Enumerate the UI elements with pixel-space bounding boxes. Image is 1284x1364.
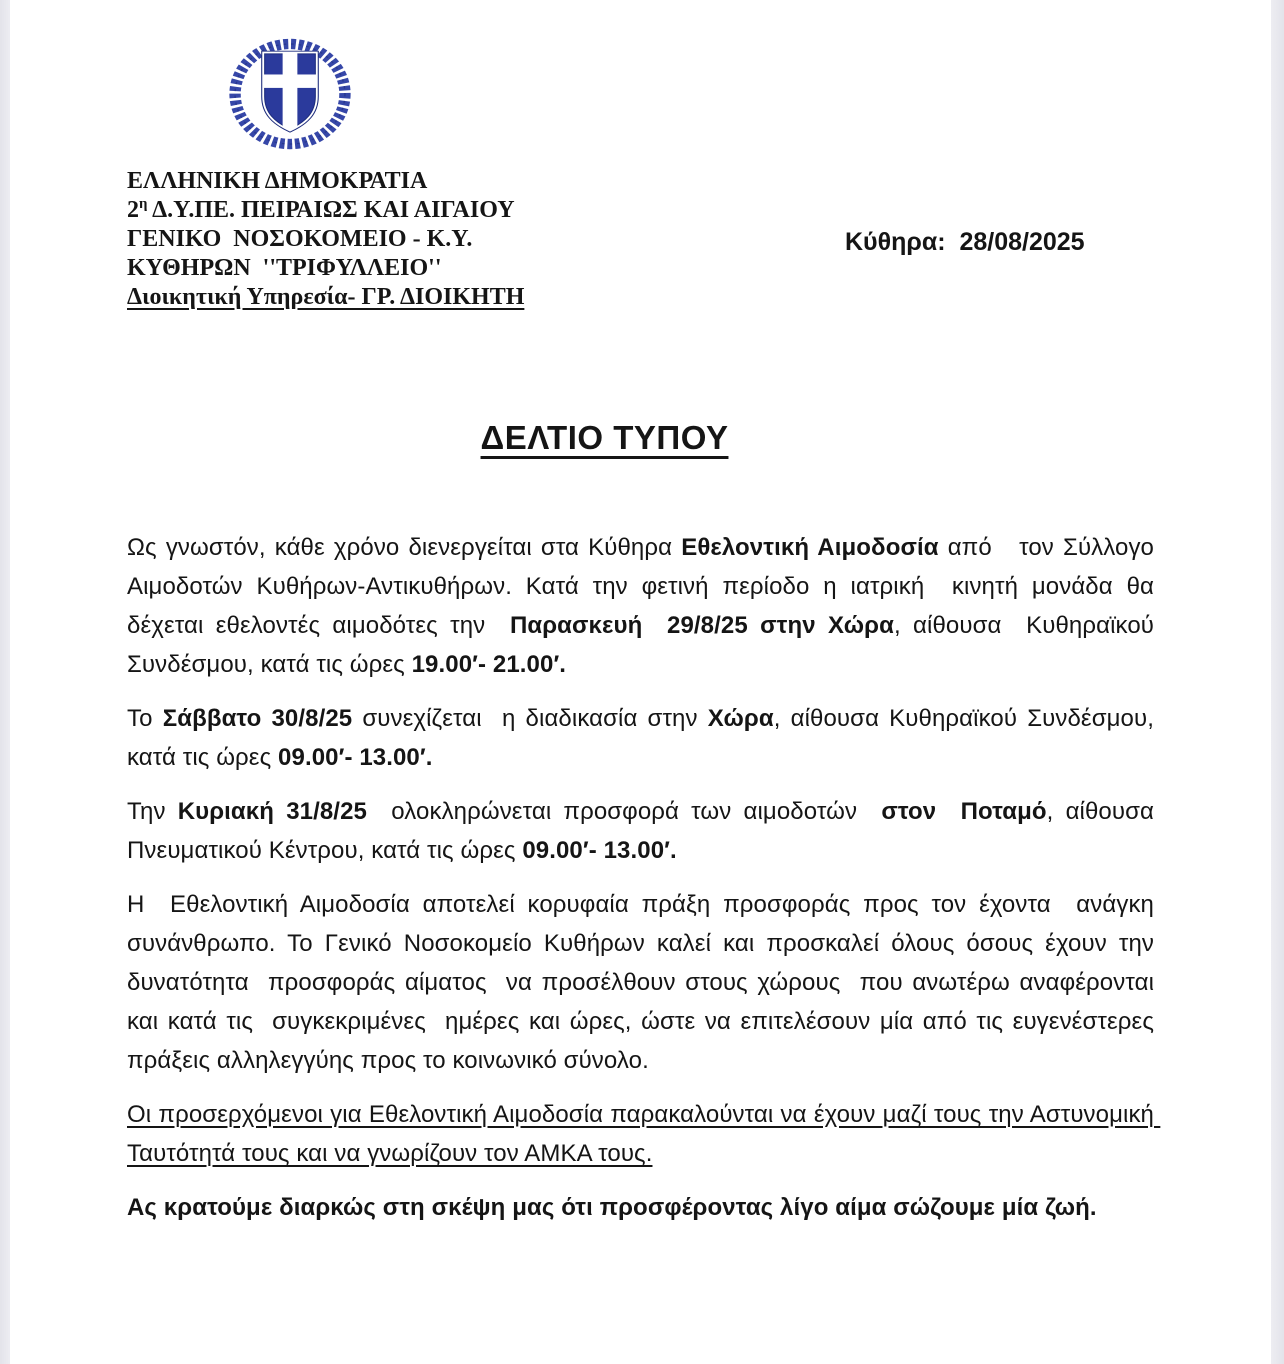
letterhead [127,167,747,312]
letterhead-line-republic: ΕΛΛΗΝΙΚΗ ΔΗΜΟΚΡΑΤΙΑ [127,168,428,194]
greek-coat-of-arms-logo [223,33,357,155]
paragraph-invitation: Η Εθελοντική Αιμοδοσία αποτελεί κορυφαία πράξη προσφοράς προς τον έχοντα ανάγκη συνάνθρωπο. Το Γενικό Νοσοκομείο Κυθήρων καλεί και προσκαλεί όλους όσους έχουν την δυνατότητα προσφοράς αίματος να προσέλθουν στους χώρους που ανωτέρω αναφέρονται και κατά τις συγκεκριμένες ημέρες και ώρες, ώστε να επιτελέσουν μία από τις ευγενέστερες πράξεις αλληλεγγύης προς το κοινωνικό σύνολο. [127,891,1161,1074]
letterhead-line-hospital: ΓΕΝΙΚΟ ΝΟΣΟΚΟΜΕΙΟ - Κ.Υ. [127,226,473,252]
press-release-body [127,528,1161,1242]
letterhead-line-kythira: ΚΥΘΗΡΩΝ ''ΤΡΙΦΥΛΛΕΙΟ'' [127,255,442,281]
paragraph-id-amka-notice: Οι προσερχόμενοι για Εθελοντική Αιμοδοσία παρακαλούνται να έχουν μαζί τους την Αστυνομική Ταυτότητά τους και να γνωρίζουν τον ΑΜΚΑ τους. [127,1101,1161,1167]
left-page-edge [0,0,10,1364]
paragraph-sunday-schedule: Την Κυριακή 31/8/25 ολοκληρώνεται προσφορά των αιμοδοτών στον Ποταμό, αίθουσα Πνευματικού Κέντρου, κατά τις ώρες 09.00′- 13.00′. [127,798,1161,864]
letterhead-line-admin-service: Διοικητική Υπηρεσία- ΓΡ. ΔΙΟΙΚΗΤΗ [127,284,525,310]
press-release-title: ΔΕΛΤΙΟ ΤΥΠΟΥ [480,419,729,456]
document-page [10,0,1271,1364]
right-page-edge [1271,0,1284,1364]
shield-with-cross [261,50,320,133]
paragraph-saturday-schedule: Το Σάββατο 30/8/25 συνεχίζεται η διαδικασία στην Χώρα, αίθουσα Κυθηραϊκού Συνδέσμου, κατά τις ώρες 09.00′- 13.00′. [127,705,1161,771]
paragraph-annual-blood-drive: Ως γνωστόν, κάθε χρόνο διενεργείται στα Κύθηρα Εθελοντική Αιμοδοσία από τον Σύλλογο Αιμοδοτών Κυθήρων-Αντικυθήρων. Κατά την φετινή περίοδο η ιατρική κινητή μονάδα θα δέχεται εθελοντές αιμοδότες την Παρασκευή 29/8/25 στην Χώρα, αίθουσα Κυθηραϊκού Συνδέσμου, κατά τις ώρες 19.00′- 21.00′. [127,534,1161,678]
place-and-date: Κύθηρα: 28/08/2025 [845,228,1085,256]
paragraph-closing-message: Ας κρατούμε διαρκώς στη σκέψη μας ότι προσφέροντας λίγο αίμα σώζουμε μία ζωή. [127,1194,1097,1221]
letterhead-line-dype: $2^\eta$ Δ.Υ.ΠΕ. ΠΕΙΡΑΙΩΣ ΚΑΙ ΑΙΓΑΙΟΥ [127,196,515,223]
